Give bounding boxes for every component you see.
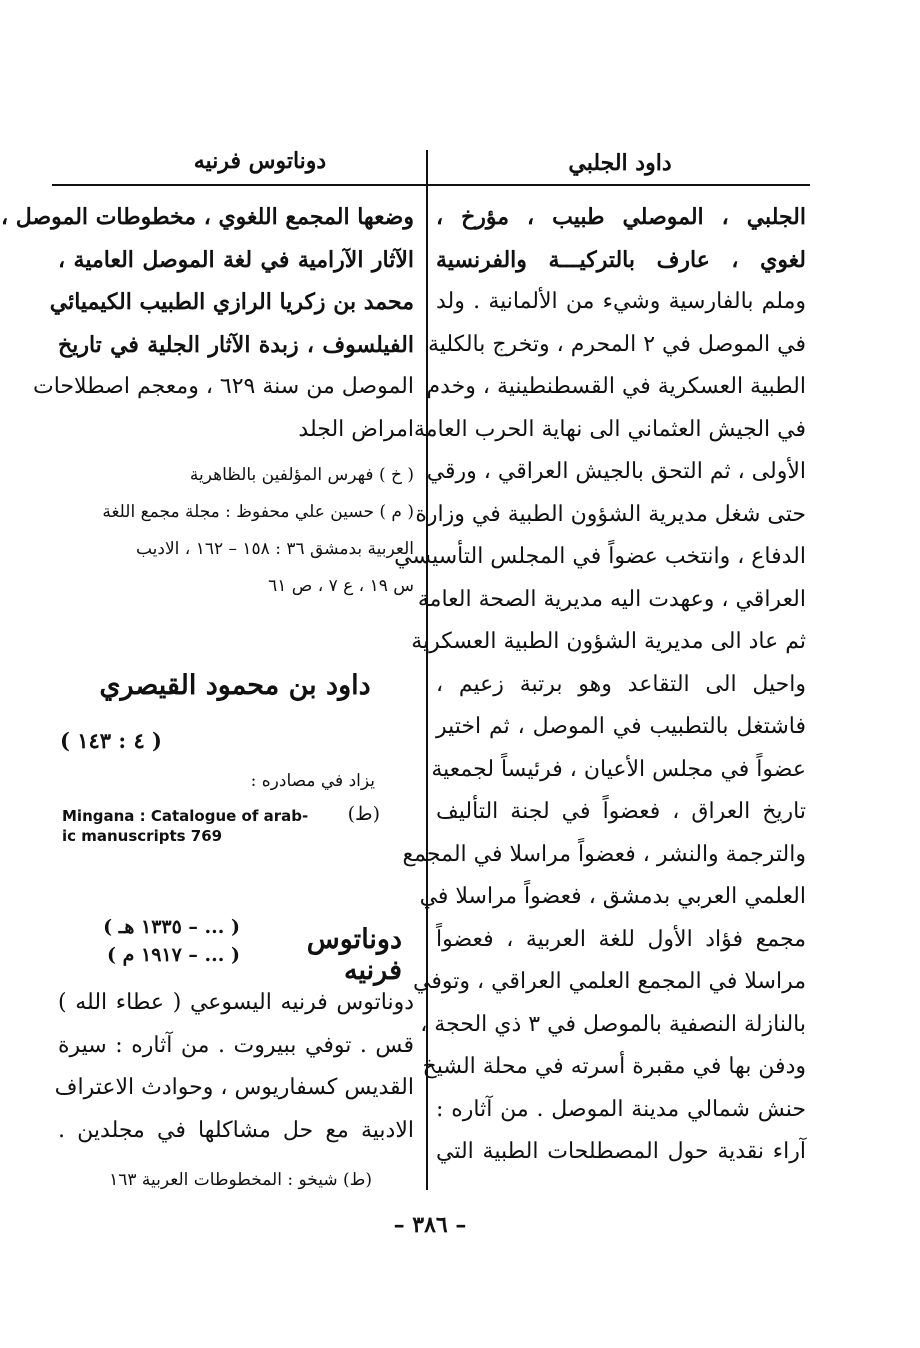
text-line: فاشتغل بالتطبيب في الموصل ، ثم اختير	[436, 714, 806, 739]
text-line: الأولى ، ثم التحق بالجيش العراقي ، ورقي	[426, 459, 806, 484]
page-number: – ٣٨٦ –	[393, 1212, 467, 1238]
text-line: حنش شمالي مدينة الموصل . من آثاره :	[436, 1096, 806, 1122]
text-line: ( م ) حسين علي محفوظ : مجلة مجمع اللغة	[102, 502, 414, 522]
latin-source-line-2: ic manuscripts 769	[62, 827, 223, 845]
entry-note-qaysari: يزاد في مصادره :	[250, 771, 375, 791]
left-column-header: دوناتوس فرنيه	[193, 148, 327, 174]
text-line: مجمع فؤاد الأول للغة العربية ، فعضواً	[436, 926, 806, 952]
text-line: ودفن بها في مقبرة أسرته في محلة الشيخ	[422, 1054, 806, 1079]
text-line: العراقي ، وعهدت اليه مديرية الصحة العامة	[417, 586, 806, 612]
text-line: الادبية مع حل مشاكلها في مجلدين .	[58, 1117, 414, 1143]
text-line: الفيلسوف ، زبدة الآثار الجلية في تاريخ	[58, 331, 414, 358]
text-line: الدفاع ، وانتخب عضواً في المجلس التأسيسي	[394, 544, 806, 569]
text-line: في الجيش العثماني الى نهاية الحرب العامة	[413, 416, 806, 442]
text-line: الآثار الآرامية في لغة الموصل العامية ،	[58, 246, 414, 273]
entry-sources	[58, 457, 414, 605]
text-line: واحيل الى التقاعد وهو برتبة زعيم ،	[436, 671, 806, 697]
text-line: القديس كسفاريوس ، وحوادث الاعتراف	[54, 1075, 414, 1100]
text-line: آراء نقدية حول المصطلحات الطبية التي	[436, 1139, 806, 1164]
text-line: والترجمة والنشر ، فعضواً مراسلا في المجمع	[402, 841, 806, 867]
text-line: الموصل من سنة ٦٢٩ ، ومعجم اصطلاحات	[32, 374, 414, 399]
header-rule	[52, 184, 810, 186]
text-line: قس . توفي ببيروت . من آثاره : سيرة	[58, 1032, 414, 1058]
text-line: وضعها المجمع اللغوي ، مخطوطات الموصل ،	[1, 204, 414, 230]
text-line: مراسلا في المجمع العلمي العراقي ، وتوفي	[413, 969, 806, 994]
text-line: بالنازلة النصفية بالموصل في ٣ ذي الحجة ،	[420, 1011, 806, 1037]
text-line: لغوي ، عارف بالتركيـــة والفرنسية	[436, 246, 806, 273]
text-line: ( خ ) فهرس المؤلفين بالظاهرية	[189, 465, 414, 485]
text-line: عضواً في مجلس الأعيان ، فرئيساً لجمعية	[431, 756, 806, 782]
text-line: امراض الجلد	[298, 416, 414, 442]
source-tag-qaysari: (ط)	[347, 803, 380, 825]
entry-date-gregorian: ( ... – ١٩١٧ م )	[107, 944, 240, 966]
text-line: تاريخ العراق ، فعضواً في لجنة التأليف	[436, 799, 806, 824]
text-line: الجلبي ، الموصلي طبيب ، مؤرخ ،	[436, 204, 806, 230]
text-line: دوناتوس فرنيه اليسوعي ( عطاء الله )	[58, 990, 414, 1015]
left-column-text	[1, 196, 414, 605]
entry-date-hijri: ( ... – ١٣٣٥ هـ )	[103, 916, 240, 938]
text-line: س ١٩ ، ع ٧ ، ص ٦١	[268, 576, 414, 596]
entry-source-vernier: (ط) شيخو : المخطوطات العربية ١٦٣	[109, 1170, 372, 1190]
text-line: العلمي العربي بدمشق ، فعضواً مراسلا في	[419, 884, 806, 909]
text-line: وملم بالفارسية وشيء من الألمانية . ولد	[436, 289, 806, 314]
right-column-header: داود الجلبي	[568, 150, 672, 176]
text-line: ثم عاد الى مديرية الشؤون الطبية العسكرية	[411, 629, 806, 654]
entry-continuation	[1, 196, 414, 451]
entry-body-vernier	[54, 982, 414, 1152]
entry-title-qaysari: داود بن محمود القيصري	[99, 670, 371, 701]
right-column-text	[394, 196, 806, 1174]
latin-source-line-1: Mingana : Catalogue of arab-	[62, 807, 309, 825]
text-line: حتى شغل مديرية الشؤون الطبية في وزارة	[415, 501, 806, 527]
entry-ref-qaysari: ( ٤ : ١٤٣ )	[60, 728, 162, 753]
text-line: العربية بدمشق ٣٦ : ١٥٨ – ١٦٢ ، الاديب	[135, 539, 414, 559]
text-line: الطبية العسكرية في القسطنطينية ، وخدم	[426, 374, 806, 399]
text-line: في الموصل في ٢ المحرم ، وتخرج بالكلية	[427, 331, 806, 357]
text-line: محمد بن زكريا الرازي الطبيب الكيميائي	[49, 289, 414, 315]
entry-title-vernier: دوناتوس فرنيه	[306, 924, 402, 986]
